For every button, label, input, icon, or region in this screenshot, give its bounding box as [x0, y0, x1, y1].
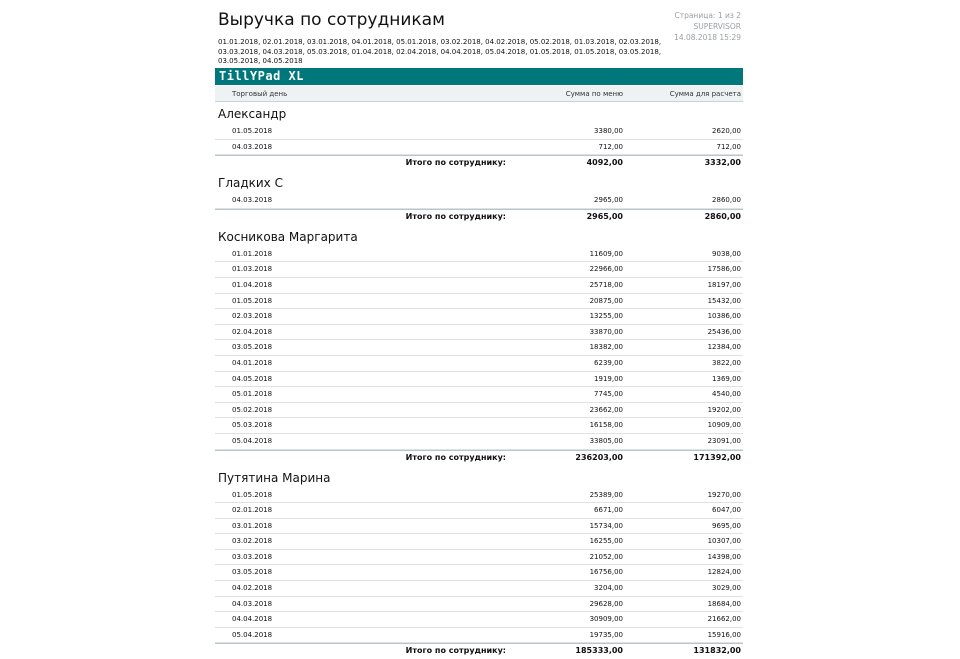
- total-menu-sum: 236203,00: [575, 453, 623, 462]
- total-menu-sum: 4092,00: [587, 158, 623, 167]
- row-menu-sum: 33805,00: [590, 437, 623, 445]
- employee-group: [215, 102, 743, 171]
- employee-name: Александр: [215, 102, 743, 124]
- row-calc-sum: 18197,00: [708, 281, 741, 289]
- row-calc-sum: 25436,00: [708, 328, 741, 336]
- total-label: Итого по сотруднику:: [406, 212, 506, 221]
- report-title: Выручка по сотрудникам: [218, 10, 445, 30]
- table-row: [215, 278, 743, 294]
- table-row: [215, 262, 743, 278]
- row-calc-sum: 3029,00: [712, 584, 741, 592]
- table-row: [215, 124, 743, 140]
- row-calc-sum: 19270,00: [708, 491, 741, 499]
- column-menu-sum: Сумма по меню: [566, 90, 623, 98]
- total-label: Итого по сотруднику:: [406, 158, 506, 167]
- table-row: [215, 581, 743, 597]
- report-datetime: 14.08.2018 15:29: [674, 32, 741, 43]
- total-label: Итого по сотруднику:: [406, 646, 506, 655]
- row-day: 02.04.2018: [232, 328, 272, 336]
- table-row: [215, 403, 743, 419]
- total-calc-sum: 171392,00: [693, 453, 741, 462]
- row-calc-sum: 4540,00: [712, 390, 741, 398]
- table-row: [215, 488, 743, 504]
- row-menu-sum: 25718,00: [590, 281, 623, 289]
- total-menu-sum: 185333,00: [575, 646, 623, 655]
- total-calc-sum: 131832,00: [693, 646, 741, 655]
- row-day: 03.01.2018: [232, 522, 272, 530]
- row-calc-sum: 15916,00: [708, 631, 741, 639]
- row-calc-sum: 15432,00: [708, 297, 741, 305]
- row-calc-sum: 21662,00: [708, 615, 741, 623]
- row-menu-sum: 11609,00: [590, 250, 623, 258]
- row-menu-sum: 2965,00: [594, 196, 623, 204]
- row-menu-sum: 33870,00: [590, 328, 623, 336]
- row-day: 05.02.2018: [232, 406, 272, 414]
- row-calc-sum: 6047,00: [712, 506, 741, 514]
- row-menu-sum: 3204,00: [594, 584, 623, 592]
- employee-total-row: [215, 209, 743, 225]
- page-info: Страница: 1 из 2: [674, 10, 741, 21]
- row-calc-sum: 9695,00: [712, 522, 741, 530]
- table-row: [215, 612, 743, 628]
- row-calc-sum: 10909,00: [708, 421, 741, 429]
- tillypad-logo: TillYPad XL: [219, 69, 304, 83]
- row-day: 04.03.2018: [232, 143, 272, 151]
- row-day: 01.05.2018: [232, 127, 272, 135]
- table-row: [215, 247, 743, 263]
- row-day: 05.04.2018: [232, 437, 272, 445]
- row-menu-sum: 21052,00: [590, 553, 623, 561]
- table-row: [215, 193, 743, 209]
- row-menu-sum: 23662,00: [590, 406, 623, 414]
- row-menu-sum: 18382,00: [590, 343, 623, 351]
- employee-total-row: [215, 450, 743, 466]
- row-calc-sum: 23091,00: [708, 437, 741, 445]
- employee-name: Косникова Маргарита: [215, 225, 743, 247]
- row-menu-sum: 16255,00: [590, 537, 623, 545]
- row-day: 04.03.2018: [232, 600, 272, 608]
- row-menu-sum: 30909,00: [590, 615, 623, 623]
- row-day: 03.03.2018: [232, 553, 272, 561]
- employee-group: [215, 466, 743, 659]
- row-calc-sum: 3822,00: [712, 359, 741, 367]
- row-calc-sum: 18684,00: [708, 600, 741, 608]
- table-row: [215, 597, 743, 613]
- row-menu-sum: 13255,00: [590, 312, 623, 320]
- row-calc-sum: 712,00: [717, 143, 742, 151]
- table-row: [215, 340, 743, 356]
- row-day: 03.05.2018: [232, 568, 272, 576]
- table-row: [215, 325, 743, 341]
- row-day: 01.05.2018: [232, 297, 272, 305]
- table-row: [215, 294, 743, 310]
- row-day: 01.05.2018: [232, 491, 272, 499]
- employee-name: Путятина Марина: [215, 466, 743, 488]
- total-label: Итого по сотруднику:: [406, 453, 506, 462]
- table-row: [215, 356, 743, 372]
- employee-total-row: [215, 155, 743, 171]
- column-header: [215, 86, 743, 102]
- row-day: 04.01.2018: [232, 359, 272, 367]
- row-day: 04.02.2018: [232, 584, 272, 592]
- row-day: 02.01.2018: [232, 506, 272, 514]
- row-day: 03.02.2018: [232, 537, 272, 545]
- table-row: [215, 387, 743, 403]
- employee-group: [215, 171, 743, 225]
- row-calc-sum: 2620,00: [712, 127, 741, 135]
- column-calc-sum: Сумма для расчета: [670, 90, 741, 98]
- row-menu-sum: 22966,00: [590, 265, 623, 273]
- row-day: 04.03.2018: [232, 196, 272, 204]
- table-row: [215, 519, 743, 535]
- employee-total-row: [215, 643, 743, 659]
- row-calc-sum: 12384,00: [708, 343, 741, 351]
- row-calc-sum: 9038,00: [712, 250, 741, 258]
- brand-bar: [215, 68, 743, 85]
- row-menu-sum: 29628,00: [590, 600, 623, 608]
- row-calc-sum: 17586,00: [708, 265, 741, 273]
- row-menu-sum: 6671,00: [594, 506, 623, 514]
- row-menu-sum: 15734,00: [590, 522, 623, 530]
- employee-group: [215, 225, 743, 466]
- table-row: [215, 628, 743, 644]
- row-menu-sum: 16158,00: [590, 421, 623, 429]
- total-menu-sum: 2965,00: [587, 212, 623, 221]
- column-day: Торговый день: [232, 90, 287, 98]
- row-day: 02.03.2018: [232, 312, 272, 320]
- table-row: [215, 550, 743, 566]
- row-menu-sum: 19735,00: [590, 631, 623, 639]
- total-calc-sum: 2860,00: [705, 212, 741, 221]
- row-menu-sum: 1919,00: [594, 375, 623, 383]
- row-day: 01.04.2018: [232, 281, 272, 289]
- table-row: [215, 309, 743, 325]
- row-menu-sum: 16756,00: [590, 568, 623, 576]
- table-row: [215, 418, 743, 434]
- row-calc-sum: 10386,00: [708, 312, 741, 320]
- row-calc-sum: 2860,00: [712, 196, 741, 204]
- table-row: [215, 372, 743, 388]
- row-calc-sum: 10307,00: [708, 537, 741, 545]
- report-params: 01.01.2018, 02.01.2018, 03.01.2018, 04.01.2018, 05.01.2018, 03.02.2018, 04.02.2018, 05.02.2018, 01.03.2018, 02.03.2018, 03.03.2018, 04.03.2018, 05.03.2018, 01.04.2018, 02.04.2018, 04.04.2018, 05.04.2018, 01.05.2018, 01.05.2018, 03.05.2018, 03.05.2018, 04.05.2018: [218, 38, 673, 67]
- row-menu-sum: 712,00: [599, 143, 624, 151]
- row-day: 01.03.2018: [232, 265, 272, 273]
- user-name: SUPERVISOR: [674, 21, 741, 32]
- employee-groups: [215, 102, 743, 659]
- row-day: 01.01.2018: [232, 250, 272, 258]
- table-row: [215, 434, 743, 450]
- row-calc-sum: 14398,00: [708, 553, 741, 561]
- row-menu-sum: 20875,00: [590, 297, 623, 305]
- row-menu-sum: 3380,00: [594, 127, 623, 135]
- row-calc-sum: 12824,00: [708, 568, 741, 576]
- row-day: 05.03.2018: [232, 421, 272, 429]
- row-day: 04.04.2018: [232, 615, 272, 623]
- row-menu-sum: 6239,00: [594, 359, 623, 367]
- row-day: 05.01.2018: [232, 390, 272, 398]
- report-meta: [674, 10, 741, 43]
- table-row: [215, 565, 743, 581]
- row-day: 04.05.2018: [232, 375, 272, 383]
- row-day: 03.05.2018: [232, 343, 272, 351]
- row-calc-sum: 1369,00: [712, 375, 741, 383]
- row-day: 05.04.2018: [232, 631, 272, 639]
- table-row: [215, 534, 743, 550]
- employee-name: Гладких С: [215, 171, 743, 193]
- table-row: [215, 140, 743, 156]
- table-row: [215, 503, 743, 519]
- row-menu-sum: 25389,00: [590, 491, 623, 499]
- row-menu-sum: 7745,00: [594, 390, 623, 398]
- row-calc-sum: 19202,00: [708, 406, 741, 414]
- total-calc-sum: 3332,00: [705, 158, 741, 167]
